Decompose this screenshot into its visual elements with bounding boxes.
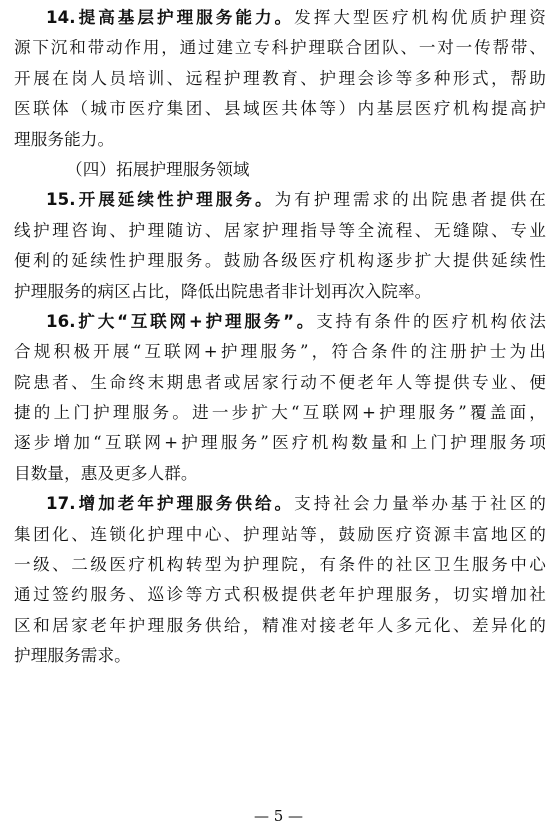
paragraph-line: 逐步增加“互联网+护理服务”医疗机构数量和上门护理服务项 bbox=[14, 433, 546, 453]
paragraph-line: 护理服务需求。 bbox=[14, 646, 131, 666]
item-text: 支持有条件的医疗机构依法 bbox=[316, 311, 546, 331]
paragraph-line: 合规积极开展“互联网+护理服务”，符合条件的注册护士为出 bbox=[14, 342, 546, 362]
page-number: — 5 — bbox=[253, 807, 304, 825]
paragraph-line: 一级、二级医疗机构转型为护理院，有条件的社区卫生服务中心 bbox=[14, 555, 546, 575]
paragraph-line bbox=[14, 185, 546, 215]
item-heading: 16.扩大“互联网+护理服务”。 bbox=[46, 311, 317, 331]
item-heading: 14.提高基层护理服务能力。 bbox=[46, 8, 295, 27]
paragraph-line: 开展在岗人员培训、远程护理教育、护理会诊等多种形式，帮助 bbox=[14, 68, 546, 88]
section-subheading: （四）拓展护理服务领域 bbox=[66, 159, 250, 179]
paragraph-line: 线护理咨询、护理随访、居家护理指导等全流程、无缝隙、专业 bbox=[14, 220, 546, 240]
paragraph-line: 护理服务的病区占比，降低出院患者非计划再次入院率。 bbox=[14, 281, 432, 301]
paragraph-line: 通过签约服务、巡诊等方式积极提供老年护理服务，切实增加社 bbox=[14, 585, 546, 605]
paragraph-line: 集团化、连锁化护理中心、护理站等，鼓励医疗资源丰富地区的 bbox=[14, 524, 546, 544]
item-text: 支持社会力量举办基于社区的 bbox=[294, 494, 546, 514]
paragraph-line bbox=[14, 3, 546, 33]
paragraph-line: 目数量，惠及更多人群。 bbox=[14, 463, 198, 483]
document-body bbox=[14, 3, 546, 672]
paragraph-line: 区和居家老年护理服务供给，精准对接老年人多元化、差异化的 bbox=[14, 615, 546, 635]
item-text: 发挥大型医疗机构优质护理资 bbox=[294, 8, 546, 27]
item-heading: 15.开展延续性护理服务。 bbox=[46, 190, 275, 210]
paragraph-line: 理服务能力。 bbox=[14, 129, 115, 149]
paragraph-line: 源下沉和带动作用，通过建立专科护理联合团队、一对一传帮带、 bbox=[14, 38, 546, 58]
paragraph-line bbox=[14, 307, 546, 337]
paragraph-line bbox=[14, 489, 546, 519]
paragraph-line: 便利的延续性护理服务。鼓励各级医疗机构逐步扩大提供延续性 bbox=[14, 251, 546, 271]
item-heading: 17.增加老年护理服务供给。 bbox=[46, 494, 295, 514]
paragraph-line: 捷的上门护理服务。进一步扩大“互联网+护理服务”覆盖面， bbox=[14, 403, 546, 423]
paragraph-line: 院患者、生命终末期患者或居家行动不便老年人等提供专业、便 bbox=[14, 372, 546, 392]
paragraph-line: 医联体（城市医疗集团、县域医共体等）内基层医疗机构提高护 bbox=[14, 99, 546, 119]
item-text: 为有护理需求的出院患者提供在 bbox=[274, 190, 546, 210]
